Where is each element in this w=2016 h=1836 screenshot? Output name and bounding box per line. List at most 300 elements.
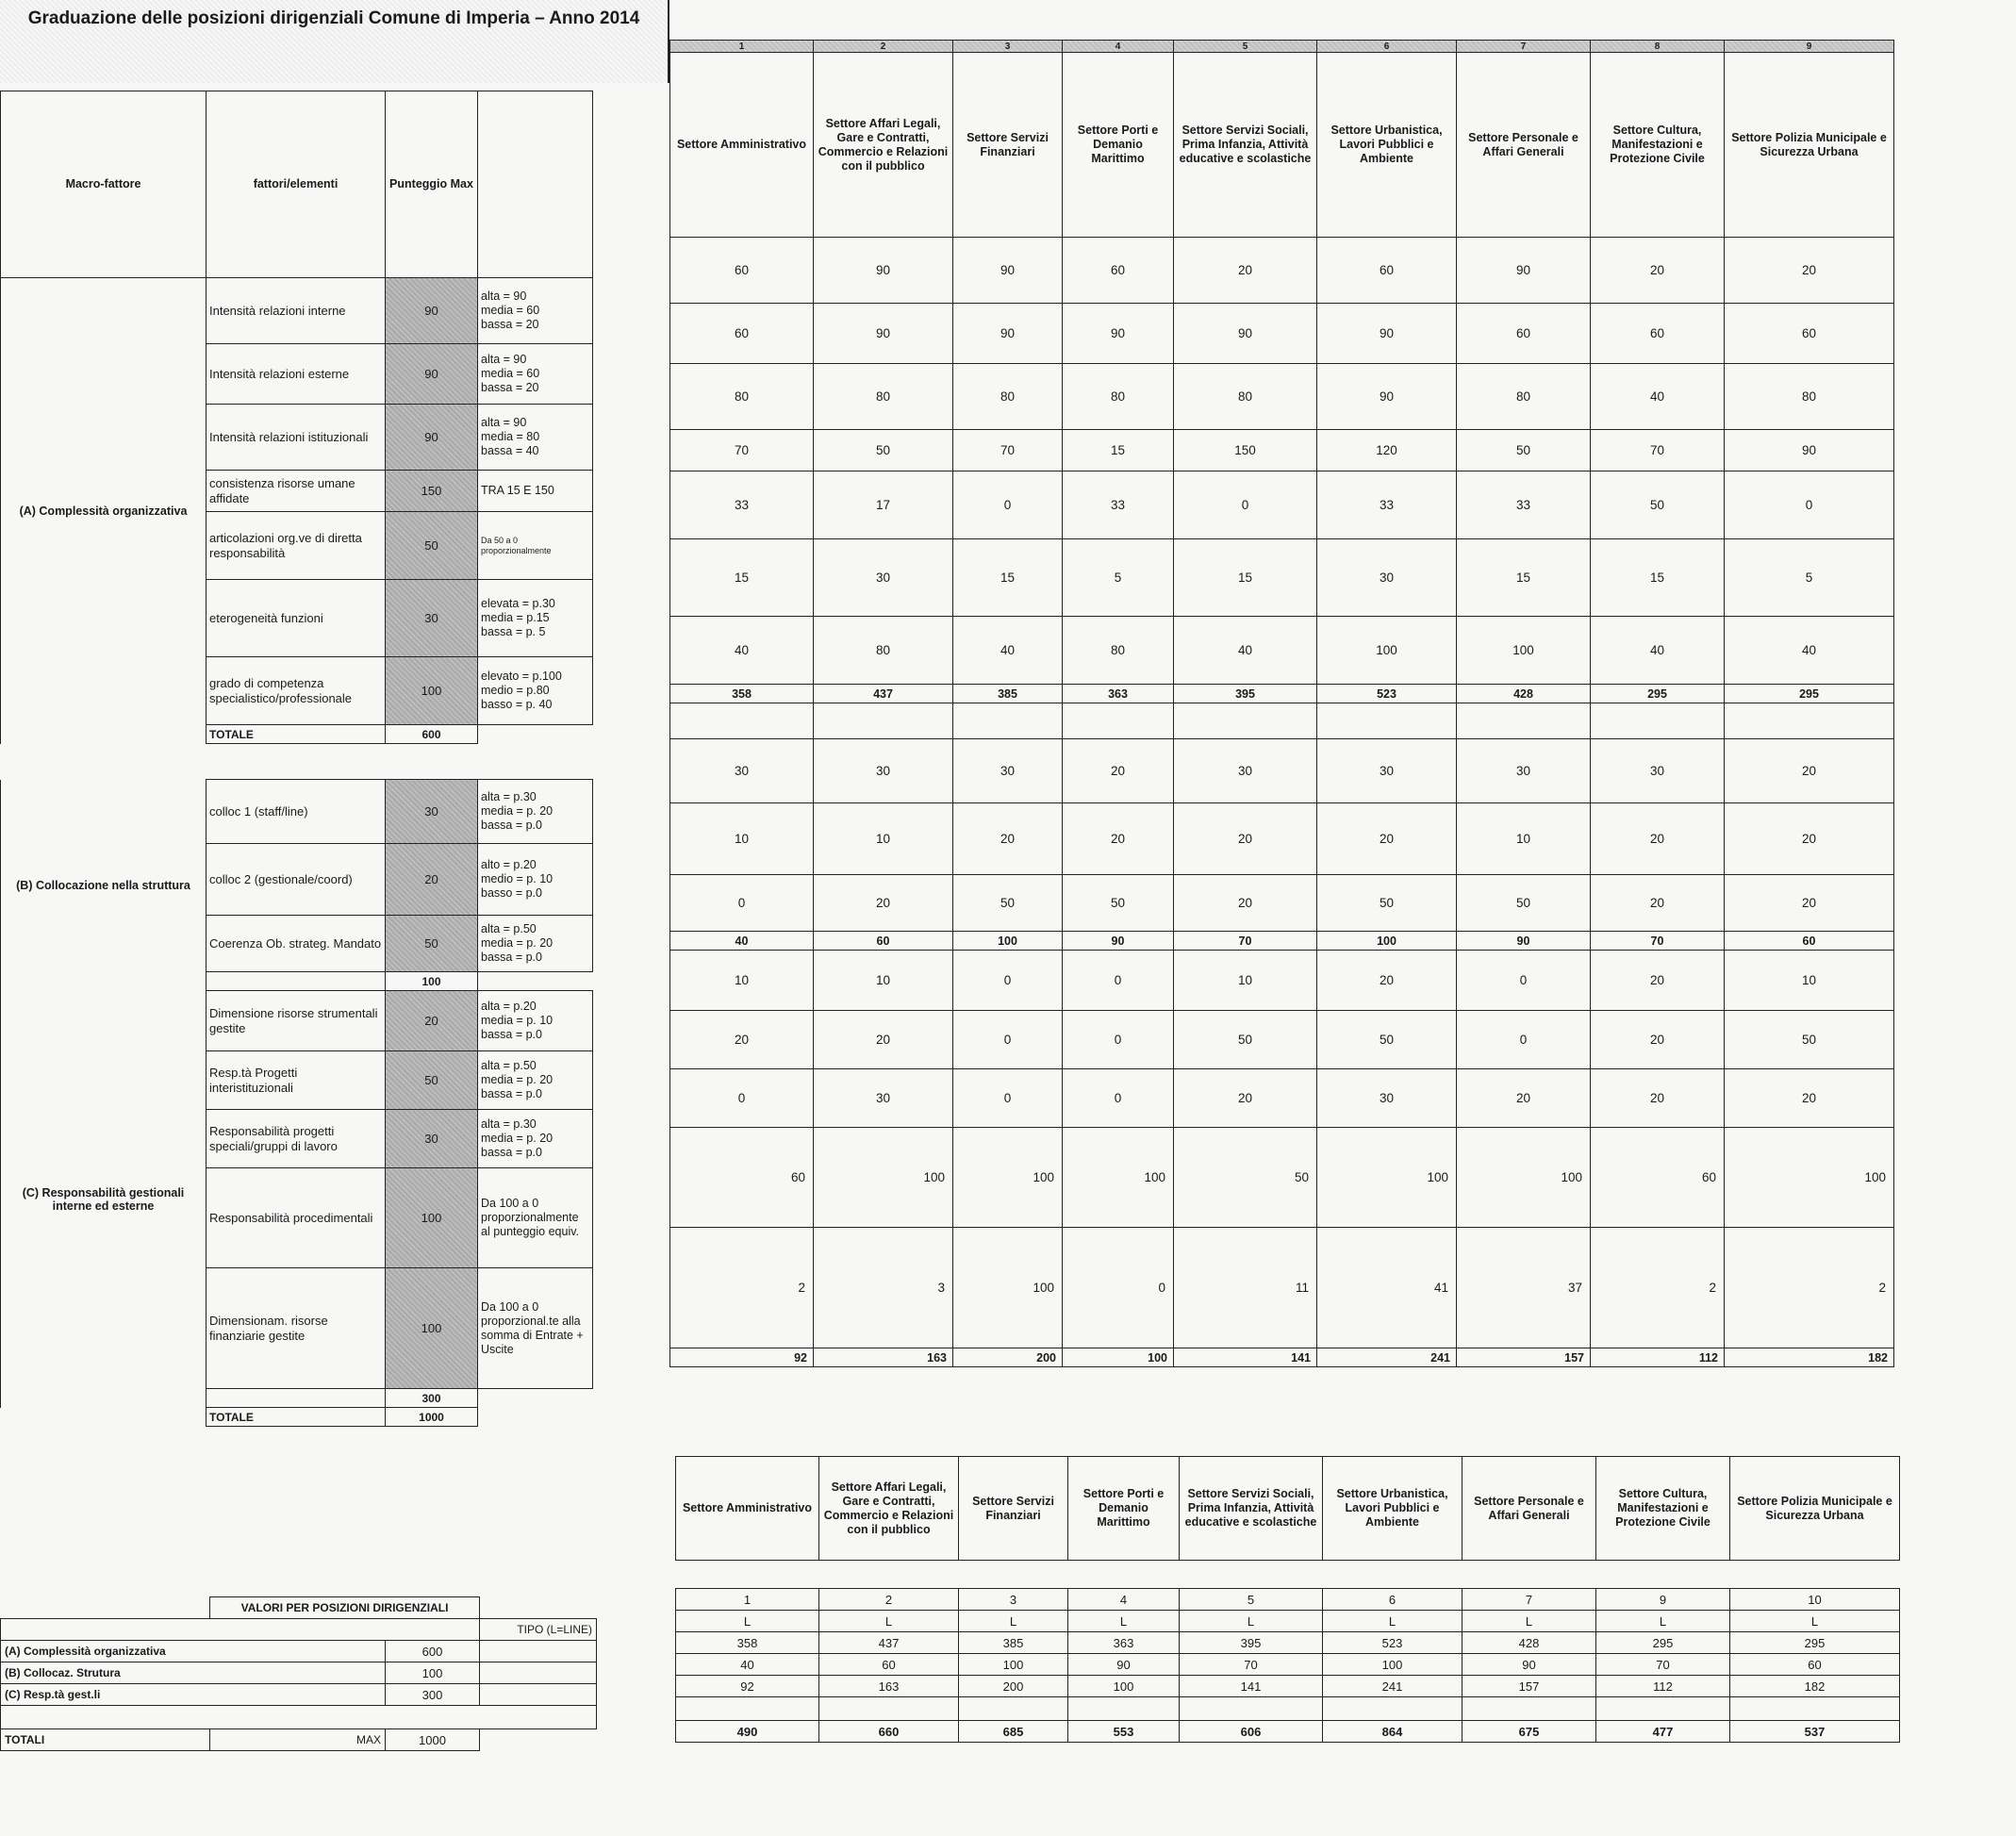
factor-name: Responsabilità progetti speciali/gruppi di lavoro <box>207 1110 386 1168</box>
title-box <box>0 0 669 83</box>
score-cell: 33 <box>1063 471 1174 539</box>
score-cell: 15 <box>1174 539 1317 617</box>
max-points: 150 <box>386 471 478 512</box>
score-cell: 90 <box>953 238 1063 304</box>
score-cell: 80 <box>670 364 814 430</box>
sector-name: Settore Affari Legali, Gare e Contratti, Commercio e Relazioni con il pubblico <box>819 1457 959 1561</box>
criteria: alta = 90 media = 60 bassa = 20 <box>478 278 593 344</box>
criteria: TRA 15 E 150 <box>478 471 593 512</box>
groupA-values-row <box>670 617 1894 685</box>
spacer <box>1 1408 207 1427</box>
score-cell: 70 <box>953 430 1063 471</box>
factor-name: Coerenza Ob. strateg. Mandato <box>207 916 386 972</box>
summary-value: 90 <box>1068 1654 1180 1676</box>
page-title: Graduazione delle posizioni dirigenziali Comune di Imperia – Anno 2014 <box>27 8 640 28</box>
score-cell: 50 <box>1725 1011 1894 1069</box>
max-points: 90 <box>386 278 478 344</box>
sector-name: Settore Personale e Affari Generali <box>1462 1457 1596 1561</box>
spacer <box>478 972 593 991</box>
sector-name: Settore Servizi Sociali, Prima Infanzia, Attività educative e scolastiche <box>1180 1457 1323 1561</box>
summary-gap-row <box>676 1697 1900 1721</box>
max-points: 30 <box>386 780 478 844</box>
summary-values-row <box>676 1676 1900 1697</box>
spacer <box>1462 1697 1596 1721</box>
score-cell: 0 <box>953 1069 1063 1128</box>
factor-name: consistenza risorse umane affidate <box>207 471 386 512</box>
summary-value: 100 <box>1323 1654 1462 1676</box>
summary-total-row <box>1 1729 597 1751</box>
total-cell: 241 <box>1317 1348 1457 1367</box>
groupC-values-row <box>670 1128 1894 1228</box>
score-cell: 60 <box>1317 238 1457 304</box>
spacer <box>959 1697 1068 1721</box>
score-cell: 10 <box>814 951 953 1011</box>
summary-number: 9 <box>1596 1589 1730 1611</box>
criteria: elevato = p.100 medio = p.80 basso = p. 40 <box>478 657 593 725</box>
sector-name: Settore Porti e Demanio Marittimo <box>1063 53 1174 238</box>
sector-number: 4 <box>1063 41 1174 53</box>
score-cell: 30 <box>1317 539 1457 617</box>
score-cell: 30 <box>953 739 1063 803</box>
groupC-row <box>1 991 593 1051</box>
score-cell: 20 <box>1317 803 1457 875</box>
summary-value: 100 <box>959 1654 1068 1676</box>
groupB-row <box>1 780 593 844</box>
score-cell: 80 <box>1725 364 1894 430</box>
summary-value: 523 <box>1323 1632 1462 1654</box>
score-cell: 0 <box>1457 1011 1591 1069</box>
sector-name: Settore Cultura, Manifestazioni e Protezione Civile <box>1596 1457 1730 1561</box>
score-cell: 2 <box>1725 1228 1894 1348</box>
summary-type-row <box>676 1611 1900 1632</box>
summary-value: 363 <box>1068 1632 1180 1654</box>
total-cell: 100 <box>953 932 1063 951</box>
score-cell: 20 <box>1591 1069 1725 1128</box>
max-points: 100 <box>386 1168 478 1268</box>
total-cell: 523 <box>1317 685 1457 703</box>
total-cell: 141 <box>1174 1348 1317 1367</box>
summary-type: L <box>1730 1611 1900 1632</box>
total-cell: 385 <box>953 685 1063 703</box>
sector-number: 8 <box>1591 41 1725 53</box>
score-cell: 100 <box>953 1228 1063 1348</box>
max-points: 50 <box>386 512 478 580</box>
score-cell: 90 <box>1063 304 1174 364</box>
sector-name: Settore Polizia Municipale e Sicurezza Urbana <box>1725 53 1894 238</box>
score-cell: 50 <box>1457 430 1591 471</box>
total-cell: 428 <box>1457 685 1591 703</box>
score-cell: 0 <box>1063 1011 1174 1069</box>
spacer <box>1730 1697 1900 1721</box>
summary-number-row <box>676 1589 1900 1611</box>
score-cell: 90 <box>814 304 953 364</box>
summary-labels-table <box>0 1596 597 1751</box>
score-cell: 0 <box>953 1011 1063 1069</box>
factor-name: Intensità relazioni esterne <box>207 344 386 405</box>
factors-table <box>0 91 593 1427</box>
groupC-totals-row <box>670 1348 1894 1367</box>
score-cell: 20 <box>670 1011 814 1069</box>
summary-number: 2 <box>819 1589 959 1611</box>
max-points: 100 <box>386 1268 478 1389</box>
spacer <box>953 703 1063 739</box>
score-cell: 50 <box>1317 1011 1457 1069</box>
summary-type: L <box>676 1611 819 1632</box>
groupA-values-row <box>670 471 1894 539</box>
summary-value: 295 <box>1730 1632 1900 1654</box>
totali-label: TOTALI <box>1 1729 210 1751</box>
score-cell: 0 <box>1457 951 1591 1011</box>
score-cell: 60 <box>1591 1128 1725 1228</box>
summary-value: 60 <box>819 1654 959 1676</box>
criteria: alta = 90 media = 80 bassa = 40 <box>478 405 593 471</box>
sector-name: Settore Servizi Sociali, Prima Infanzia, Attività educative e scolastiche <box>1174 53 1317 238</box>
groupA-values-row <box>670 430 1894 471</box>
summary-total: 660 <box>819 1721 959 1743</box>
sector-header-repeat <box>675 1456 1900 1561</box>
total-cell: 200 <box>953 1348 1063 1367</box>
criteria: alta = p.50 media = p. 20 bassa = p.0 <box>478 916 593 972</box>
sector-name: Settore Servizi Finanziari <box>959 1457 1068 1561</box>
summary-value: 92 <box>676 1676 819 1697</box>
summary-value: 200 <box>959 1676 1068 1697</box>
score-cell: 10 <box>670 803 814 875</box>
factor-name: grado di competenza specialistico/professionale <box>207 657 386 725</box>
groupA-values-row <box>670 304 1894 364</box>
criteria: alta = 90 media = 60 bassa = 20 <box>478 344 593 405</box>
summary-values-row <box>676 1654 1900 1676</box>
score-cell: 30 <box>814 1069 953 1128</box>
factor-name: eterogeneità funzioni <box>207 580 386 657</box>
criteria: alta = p.50 media = p. 20 bassa = p.0 <box>478 1051 593 1110</box>
criteria: Da 100 a 0 proporzionalmente al punteggio equiv. <box>478 1168 593 1268</box>
summary-row <box>1 1641 597 1662</box>
spacer <box>1180 1697 1323 1721</box>
score-cell: 100 <box>1063 1128 1174 1228</box>
sector-number: 6 <box>1317 41 1457 53</box>
summary-value: 395 <box>1180 1632 1323 1654</box>
score-cell: 100 <box>1317 617 1457 685</box>
summary-number: 10 <box>1730 1589 1900 1611</box>
score-cell: 15 <box>1591 539 1725 617</box>
score-cell: 40 <box>1591 617 1725 685</box>
groupA-total-max: 600 <box>386 725 478 744</box>
spacer <box>1725 703 1894 739</box>
gap-row <box>1 744 593 780</box>
score-cell: 20 <box>1591 1011 1725 1069</box>
total-cell: 60 <box>814 932 953 951</box>
score-cell: 100 <box>814 1128 953 1228</box>
groupB-values-row <box>670 739 1894 803</box>
groupC-values-row <box>670 951 1894 1011</box>
header-row <box>1 91 593 278</box>
max-points: 30 <box>386 580 478 657</box>
criteria: alta = p.20 media = p. 10 bassa = p.0 <box>478 991 593 1051</box>
score-cell: 90 <box>1317 304 1457 364</box>
spacer <box>1174 703 1317 739</box>
criteria: alto = p.20 medio = p. 10 basso = p.0 <box>478 844 593 916</box>
groupB-values-row <box>670 803 1894 875</box>
summary-number: 4 <box>1068 1589 1180 1611</box>
score-cell: 40 <box>1725 617 1894 685</box>
spacer <box>480 1729 597 1751</box>
score-cell: 150 <box>1174 430 1317 471</box>
spacer <box>819 1697 959 1721</box>
total-cell: 100 <box>1063 1348 1174 1367</box>
max-points: 90 <box>386 405 478 471</box>
total-cell: 92 <box>670 1348 814 1367</box>
summary-value: 141 <box>1180 1676 1323 1697</box>
spacer <box>1063 703 1174 739</box>
groupC-total-max: 300 <box>386 1389 478 1408</box>
score-cell: 60 <box>1725 304 1894 364</box>
score-cell: 2 <box>1591 1228 1725 1348</box>
summary-number: 1 <box>676 1589 819 1611</box>
criteria: alta = p.30 media = p. 20 bassa = p.0 <box>478 1110 593 1168</box>
score-cell: 20 <box>1591 803 1725 875</box>
summary-row <box>1 1662 597 1684</box>
summary-title: VALORI PER POSIZIONI DIRIGENZIALI <box>210 1597 480 1619</box>
summary-value: 428 <box>1462 1632 1596 1654</box>
total-cell: 70 <box>1174 932 1317 951</box>
score-cell: 10 <box>1725 951 1894 1011</box>
score-cell: 90 <box>1725 430 1894 471</box>
factor-name: Intensità relazioni interne <box>207 278 386 344</box>
summary-label: (B) Collocaz. Strutura <box>1 1662 386 1684</box>
score-cell: 30 <box>1317 1069 1457 1128</box>
total-cell: 90 <box>1063 932 1174 951</box>
score-cell: 90 <box>1457 238 1591 304</box>
score-cell: 30 <box>1174 739 1317 803</box>
score-cell: 100 <box>1317 1128 1457 1228</box>
sector-name: Settore Amministrativo <box>670 53 814 238</box>
groupA-total-label: TOTALE <box>207 725 386 744</box>
score-cell: 40 <box>670 617 814 685</box>
sector-name: Settore Porti e Demanio Marittimo <box>1068 1457 1180 1561</box>
score-cell: 100 <box>1457 1128 1591 1228</box>
summary-max: 300 <box>386 1684 480 1706</box>
score-cell: 17 <box>814 471 953 539</box>
factor-name: Dimensione risorse strumentali gestite <box>207 991 386 1051</box>
score-cell: 90 <box>814 238 953 304</box>
summary-total: 537 <box>1730 1721 1900 1743</box>
summary-totals-row <box>676 1721 1900 1743</box>
total-cell: 395 <box>1174 685 1317 703</box>
score-cell: 15 <box>1063 430 1174 471</box>
score-cell: 10 <box>1457 803 1591 875</box>
score-cell: 0 <box>670 1069 814 1128</box>
spacer <box>478 725 593 744</box>
summary-tipo-row <box>1 1619 597 1641</box>
criteria: elevata = p.30 media = p.15 bassa = p. 5 <box>478 580 593 657</box>
score-cell: 11 <box>1174 1228 1317 1348</box>
summary-row <box>1 1684 597 1706</box>
spacer <box>1 1706 597 1729</box>
summary-value: 241 <box>1323 1676 1462 1697</box>
score-cell: 0 <box>1063 1069 1174 1128</box>
score-cell: 0 <box>1063 1228 1174 1348</box>
score-cell: 80 <box>814 617 953 685</box>
groupC-values-row <box>670 1228 1894 1348</box>
sector-name-row <box>670 53 1894 238</box>
spacer <box>1596 1697 1730 1721</box>
score-cell: 0 <box>953 951 1063 1011</box>
factor-name: colloc 2 (gestionale/coord) <box>207 844 386 916</box>
sector-name: Settore Polizia Municipale e Sicurezza Urbana <box>1730 1457 1900 1561</box>
spacer <box>1591 703 1725 739</box>
sector-name: Settore Urbanistica, Lavori Pubblici e Ambiente <box>1317 53 1457 238</box>
sector-number: 3 <box>953 41 1063 53</box>
score-cell: 20 <box>1063 739 1174 803</box>
score-cell: 30 <box>1457 739 1591 803</box>
score-cell: 80 <box>814 364 953 430</box>
total-cell: 157 <box>1457 1348 1591 1367</box>
score-cell: 20 <box>1174 875 1317 932</box>
score-cell: 5 <box>1725 539 1894 617</box>
max-points: 90 <box>386 344 478 405</box>
summary-number: 3 <box>959 1589 1068 1611</box>
sector-name: Settore Personale e Affari Generali <box>1457 53 1591 238</box>
max-points: 100 <box>386 657 478 725</box>
score-cell: 0 <box>670 875 814 932</box>
score-cell: 80 <box>1174 364 1317 430</box>
summary-total: 606 <box>1180 1721 1323 1743</box>
summary-value: 70 <box>1180 1654 1323 1676</box>
factor-name: colloc 1 (staff/line) <box>207 780 386 844</box>
score-cell: 60 <box>1591 304 1725 364</box>
score-cell: 50 <box>814 430 953 471</box>
score-cell: 33 <box>670 471 814 539</box>
sector-name: Settore Cultura, Manifestazioni e Protezione Civile <box>1591 53 1725 238</box>
score-cell: 60 <box>670 238 814 304</box>
summary-values-row <box>676 1632 1900 1654</box>
criteria: alta = p.30 media = p. 20 bassa = p.0 <box>478 780 593 844</box>
sector-name: Settore Servizi Finanziari <box>953 53 1063 238</box>
score-cell: 0 <box>1725 471 1894 539</box>
summary-type: L <box>1180 1611 1323 1632</box>
max-label: MAX <box>210 1729 386 1751</box>
score-cell: 120 <box>1317 430 1457 471</box>
groupC-values-row <box>670 1011 1894 1069</box>
summary-value: 385 <box>959 1632 1068 1654</box>
summary-gap-row <box>1 1706 597 1729</box>
score-cell: 20 <box>1174 1069 1317 1128</box>
score-cell: 20 <box>1174 803 1317 875</box>
sector-name-row-repeat <box>676 1457 1900 1561</box>
groupA-label: (A) Complessità organizzativa <box>1 278 207 744</box>
spacer <box>1457 703 1591 739</box>
spacer <box>478 1389 593 1408</box>
score-cell: 15 <box>670 539 814 617</box>
summary-number: 5 <box>1180 1589 1323 1611</box>
groupA-values-row <box>670 238 1894 304</box>
factor-name: Dimensionam. risorse finanziarie gestite <box>207 1268 386 1389</box>
score-cell: 0 <box>1063 951 1174 1011</box>
criteria: Da 50 a 0 proporzionalmente <box>478 512 593 580</box>
score-cell: 3 <box>814 1228 953 1348</box>
groupA-row <box>1 278 593 344</box>
score-cell: 80 <box>1063 617 1174 685</box>
summary-value: 40 <box>676 1654 819 1676</box>
sector-number: 2 <box>814 41 953 53</box>
criteria: Da 100 a 0 proporzional.te alla somma di Entrate + Uscite <box>478 1268 593 1389</box>
summary-total: 553 <box>1068 1721 1180 1743</box>
spacer <box>478 1408 593 1427</box>
score-cell: 5 <box>1063 539 1174 617</box>
factors-header: fattori/elementi <box>207 91 386 278</box>
grand-total-row <box>1 1408 593 1427</box>
sector-name: Settore Affari Legali, Gare e Contratti, Commercio e Relazioni con il pubblico <box>814 53 953 238</box>
total-cell: 363 <box>1063 685 1174 703</box>
score-cell: 33 <box>1317 471 1457 539</box>
summary-value: 295 <box>1596 1632 1730 1654</box>
spacer <box>1 744 593 780</box>
groupC-total-label <box>207 1389 386 1408</box>
score-cell: 15 <box>1457 539 1591 617</box>
score-cell: 60 <box>1063 238 1174 304</box>
score-cell: 20 <box>1725 803 1894 875</box>
summary-type: L <box>1462 1611 1596 1632</box>
spacer <box>1323 1697 1462 1721</box>
summary-total: 675 <box>1462 1721 1596 1743</box>
total-cell: 295 <box>1591 685 1725 703</box>
factor-name: articolazioni org.ve di diretta responsabilità <box>207 512 386 580</box>
summary-max: 600 <box>386 1641 480 1662</box>
total-cell: 295 <box>1725 685 1894 703</box>
score-cell: 50 <box>1174 1128 1317 1228</box>
groupA-values-row <box>670 539 1894 617</box>
groupB-totals-row <box>670 932 1894 951</box>
spacer <box>670 703 814 739</box>
score-cell: 20 <box>1063 803 1174 875</box>
summary-value: 60 <box>1730 1654 1900 1676</box>
max-points: 50 <box>386 1051 478 1110</box>
score-cell: 50 <box>1317 875 1457 932</box>
summary-value: 358 <box>676 1632 819 1654</box>
summary-total: 685 <box>959 1721 1068 1743</box>
sector-number: 7 <box>1457 41 1591 53</box>
score-cell: 10 <box>1174 951 1317 1011</box>
grand-total-max: 1000 <box>386 1408 478 1427</box>
spacer <box>676 1697 819 1721</box>
groupB-label: (B) Collocazione nella struttura <box>1 780 207 991</box>
score-cell: 60 <box>670 1128 814 1228</box>
groupB-total-label <box>207 972 386 991</box>
summary-type: L <box>1323 1611 1462 1632</box>
score-cell: 30 <box>1317 739 1457 803</box>
spacer <box>480 1684 597 1706</box>
score-cell: 20 <box>1725 739 1894 803</box>
factor-name: Resp.tà Progetti interistituzionali <box>207 1051 386 1110</box>
score-cell: 20 <box>1725 238 1894 304</box>
groupC-label: (C) Responsabilità gestionali interne ed esterne <box>1 991 207 1408</box>
summary-value: 70 <box>1596 1654 1730 1676</box>
summary-type: L <box>1596 1611 1730 1632</box>
summary-total: 477 <box>1596 1721 1730 1743</box>
spacer <box>814 703 953 739</box>
factor-name: Intensità relazioni istituzionali <box>207 405 386 471</box>
max-value: 1000 <box>386 1729 480 1751</box>
summary-value: 112 <box>1596 1676 1730 1697</box>
score-cell: 20 <box>1725 1069 1894 1128</box>
score-cell: 70 <box>670 430 814 471</box>
score-cell: 50 <box>1591 471 1725 539</box>
spacer <box>1068 1697 1180 1721</box>
score-cell: 60 <box>670 304 814 364</box>
sector-number: 9 <box>1725 41 1894 53</box>
score-cell: 20 <box>1317 951 1457 1011</box>
score-cell: 20 <box>1591 238 1725 304</box>
